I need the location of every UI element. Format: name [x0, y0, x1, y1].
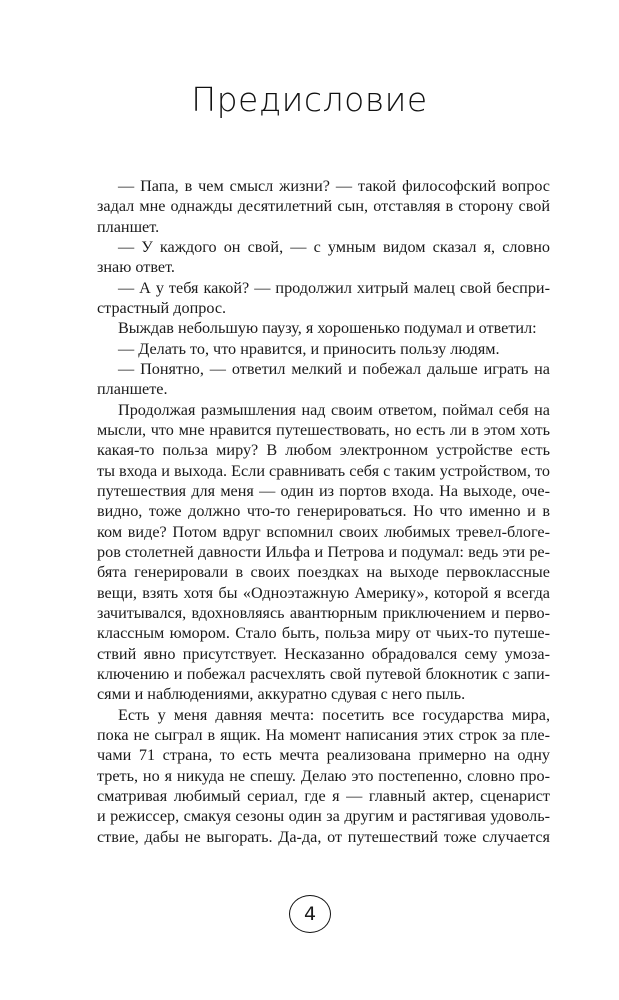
text-line: Продолжая размышления над своим ответом, поймал себя на	[118, 400, 550, 419]
text-line: треть, но я никуда не спешу. Делаю это постепенно, словно про-	[97, 766, 550, 785]
text-line: Есть у меня давняя мечта: посетить все государства мира,	[118, 705, 550, 724]
text-line: ствие, дабы не выгорать. Да-да, от путешествий тоже случается	[97, 827, 550, 846]
text-line: сями и наблюдениями, аккуратно сдувая с него пыль.	[97, 685, 466, 704]
text-line: классным юмором. Стало быть, польза миру от чьих-то путеше-	[97, 624, 550, 643]
text-line: бята генерировали в своих поездках на выходе первоклассные	[97, 563, 550, 582]
body-text	[97, 176, 550, 847]
text-line: ты входа и выхода. Если сравнивать себя с таким устройством, то	[97, 461, 550, 480]
text-line: вещи, взять хотя бы «Одноэтажную Америку», которой я всегда	[97, 583, 550, 602]
text-line: видно, тоже должно что-то генерироваться. Но что именно и в	[97, 502, 550, 521]
page-number: 4	[289, 895, 331, 933]
text-line: планшет.	[97, 217, 160, 236]
text-line: — Папа, в чем смысл жизни? — такой философский вопрос	[118, 177, 550, 195]
text-line: ключению и побежал расчехлять свой путевой блокнотик с запи-	[97, 664, 550, 683]
text-line: — Делать то, что нравится, и приносить пользу людям.	[118, 339, 500, 358]
text-line: Выждав небольшую паузу, я хорошенько подумал и ответил:	[118, 319, 537, 338]
text-line: — А у тебя какой? — продолжил хитрый малец свой беспри-	[118, 278, 550, 297]
text-line: страстный допрос.	[97, 298, 227, 317]
text-line: сматривая любимый сериал, где я — главный актер, сценарист	[97, 786, 550, 805]
text-line: задал мне однажды десятилетний сын, отставляя в сторону свой	[97, 197, 550, 216]
text-line: пока не сыграл в ящик. На момент написания этих строк за пле-	[97, 725, 550, 744]
text-line: ком виде? Потом вдруг вспомнил своих любимых тревел-блоге-	[97, 522, 550, 541]
text-line: какая-то польза миру? В любом электронном устройстве есть	[97, 441, 550, 460]
text-line: путешествия для меня — один из портов входа. На выходе, оче-	[97, 481, 550, 500]
text-line: зачитывался, вдохновляясь авантюрным приключением и перво-	[97, 603, 550, 622]
text-line: мысли, что мне нравится путешествовать, но есть ли в этом хоть	[97, 420, 550, 439]
text-line: — Понятно, — ответил мелкий и побежал дальше играть на	[118, 359, 550, 378]
text-line: ров столетней давности Ильфа и Петрова и подумал: ведь эти ре-	[97, 542, 550, 561]
text-line: — У каждого он свой, — с умным видом сказал я, словно	[118, 237, 550, 256]
text-line: чами 71 страна, то есть мечта реализована примерно на одну	[97, 746, 550, 765]
text-line: ствий явно присутствует. Несказанно обрадовался сему умоза-	[97, 644, 550, 663]
text-line: знаю ответ.	[97, 258, 175, 277]
text-line: планшете.	[97, 380, 168, 399]
text-line: и режиссер, смакуя сезоны один за другим и растягивая удоволь-	[97, 807, 550, 826]
page-title: Предисловие	[191, 80, 428, 119]
